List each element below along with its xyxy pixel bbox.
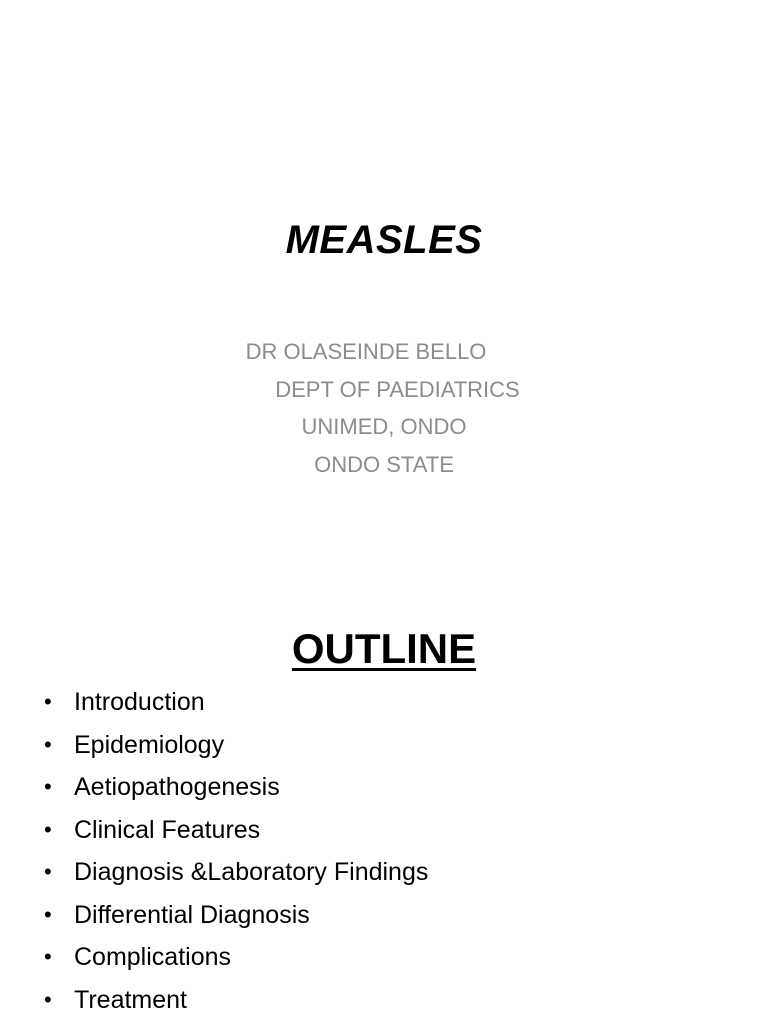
bullet-icon: • (44, 689, 52, 714)
list-item (44, 681, 428, 724)
list-item-label: Introduction (74, 688, 205, 716)
list-item-label: Aetiopathogenesis (74, 773, 280, 801)
bullet-icon: • (44, 816, 52, 842)
bullet-icon: • (44, 901, 52, 927)
slide-title: MEASLES (285, 218, 483, 262)
list-item (44, 894, 428, 937)
list-item-label: Complications (74, 943, 232, 971)
bullet-icon: • (44, 859, 52, 884)
list-item-label: Epidemiology (74, 730, 225, 759)
outline-heading: OUTLINE (291, 625, 477, 672)
list-item (44, 979, 428, 1022)
bullet-icon: • (44, 944, 52, 969)
list-item-label: Treatment (74, 985, 188, 1014)
outline-list (44, 681, 428, 1021)
author-institution: UNIMED, ONDO (301, 414, 467, 439)
list-item (44, 809, 428, 852)
list-item (44, 766, 428, 809)
list-item-label: Diagnosis &Laboratory Findings (74, 858, 429, 886)
author-state: ONDO STATE (314, 451, 454, 477)
list-item-label: Clinical Features (74, 815, 261, 844)
bullet-icon: • (44, 731, 52, 757)
list-item (44, 851, 428, 894)
bullet-icon: • (44, 774, 52, 799)
list-item (44, 936, 428, 979)
list-item (44, 724, 428, 767)
author-department: DEPT OF PAEDIATRICS (275, 376, 520, 402)
outline-slide (0, 576, 768, 1024)
slide-subtitle (0, 333, 768, 483)
author-name: DR OLASEINDE BELLO (245, 339, 487, 364)
list-item-label: Differential Diagnosis (74, 900, 310, 929)
bullet-icon: • (44, 986, 52, 1012)
